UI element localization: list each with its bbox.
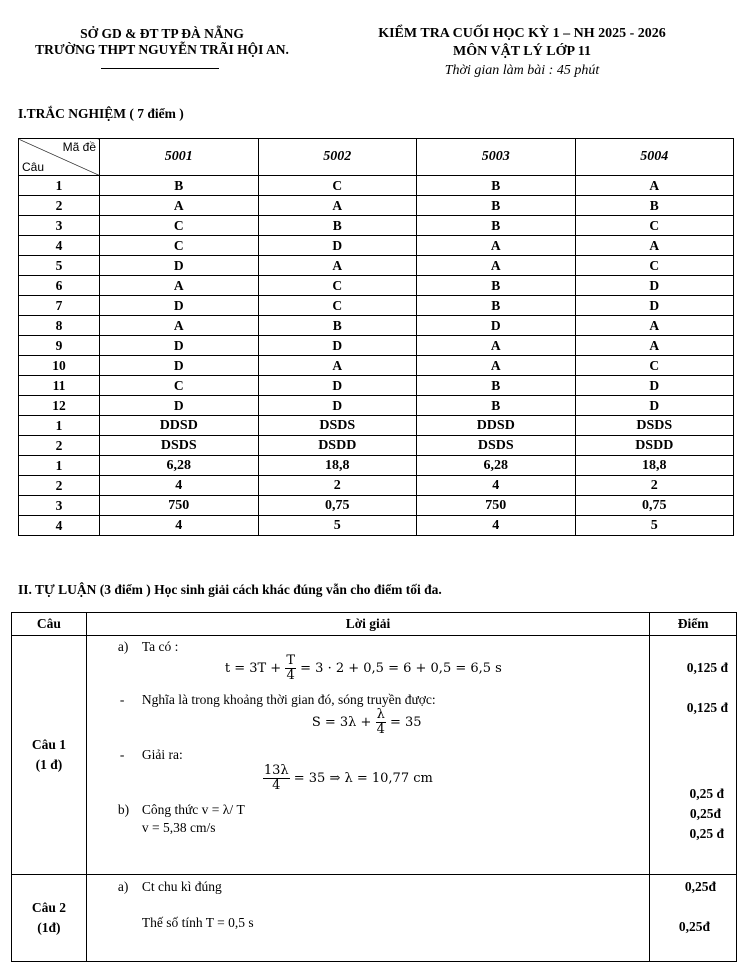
question1-solution-cell	[86, 636, 649, 875]
question-number-cell: 1	[19, 176, 100, 196]
question-number-cell: 6	[19, 276, 100, 296]
eq3-right: = 35 ⇒ λ = 10,77 cm	[293, 771, 433, 786]
answer-cell: D	[575, 376, 734, 396]
question-number-cell: 8	[19, 316, 100, 336]
answer-cell: 4	[417, 476, 576, 496]
answer-row	[19, 276, 734, 296]
answer-cell: D	[258, 396, 417, 416]
answer-row	[19, 516, 734, 536]
q1-line-2: Nghĩa là trong khoảng thời gian đó, sóng truyền được:	[141, 692, 436, 707]
question2-points: (1đ)	[37, 920, 61, 935]
eq1-left: t = 3T +	[224, 661, 282, 676]
question-number-cell: 3	[19, 496, 100, 516]
question2-solution-cell	[86, 875, 649, 962]
answer-key-header-row	[19, 139, 734, 176]
answer-cell: A	[100, 276, 259, 296]
col-question-header: Câu	[12, 613, 87, 636]
q1-equation-2	[312, 708, 422, 737]
eq3-numerator: 13λ	[263, 763, 289, 778]
code-5004-header: 5004	[575, 139, 734, 176]
answer-row	[19, 176, 734, 196]
answer-cell: B	[417, 296, 576, 316]
question1-points: (1 đ)	[35, 757, 63, 772]
question1-label-cell	[12, 636, 87, 875]
answer-cell: DSDS	[575, 416, 734, 436]
answer-cell: A	[417, 236, 576, 256]
answer-cell: D	[575, 276, 734, 296]
answer-cell: D	[258, 236, 417, 256]
question1-label: Câu 1	[31, 737, 66, 752]
answer-row	[19, 456, 734, 476]
question1-score-cell	[650, 636, 737, 875]
q1-score-4: 0,25đ	[689, 806, 721, 821]
answer-cell: B	[575, 196, 734, 216]
col-score-header: Điểm	[650, 613, 737, 636]
answer-cell: 2	[575, 476, 734, 496]
answer-row	[19, 336, 734, 356]
question-number-cell: 12	[19, 396, 100, 416]
question-number-cell: 2	[19, 436, 100, 456]
eq1-right: = 3 · 2 + 0,5 = 6 + 0,5 = 6,5 s	[300, 661, 502, 676]
eq3-fraction	[263, 764, 290, 793]
answer-row	[19, 216, 734, 236]
answer-row	[19, 356, 734, 376]
eq1-numerator: T	[286, 653, 296, 668]
q2-score-2: 0,25đ	[678, 919, 710, 934]
q2-part-a-text: Ct chu kì đúng	[141, 879, 222, 894]
answer-cell: C	[258, 296, 417, 316]
answer-cell: B	[258, 316, 417, 336]
section1-title: I.TRẮC NGHIỆM ( 7 điểm )	[18, 106, 184, 121]
answer-cell: D	[258, 336, 417, 356]
answer-row	[19, 376, 734, 396]
answer-cell: C	[575, 256, 734, 276]
q1-dash-2: -	[119, 747, 125, 762]
question-number-cell: 10	[19, 356, 100, 376]
answer-cell: DSDS	[100, 436, 259, 456]
eq2-fraction	[376, 708, 386, 737]
school-name: TRƯỜNG THPT NGUYỄN TRÃI HỘI AN.	[35, 42, 289, 57]
school-department: SỞ GD & ĐT TP ĐÀ NẴNG	[80, 26, 244, 41]
code-5002-header: 5002	[258, 139, 417, 176]
question-number-cell: 3	[19, 216, 100, 236]
answer-cell: A	[575, 316, 734, 336]
q1-line-3: Giải ra:	[141, 747, 183, 762]
corner-question-label: Câu	[22, 160, 45, 174]
q1-score-5: 0,25 đ	[689, 826, 724, 841]
answer-cell: 5	[575, 516, 734, 536]
q2-part-a-label: a)	[117, 879, 129, 894]
answer-cell: C	[258, 276, 417, 296]
question-number-cell: 2	[19, 196, 100, 216]
answer-cell: A	[417, 356, 576, 376]
essay-table	[11, 612, 737, 962]
answer-cell: D	[417, 316, 576, 336]
answer-cell: 5	[258, 516, 417, 536]
question2-label-cell	[12, 875, 87, 962]
answer-cell: 2	[258, 476, 417, 496]
eq1-denominator: 4	[286, 668, 295, 683]
answer-cell: D	[575, 396, 734, 416]
question-number-cell: 7	[19, 296, 100, 316]
answer-cell: A	[258, 356, 417, 376]
answer-cell: 750	[417, 496, 576, 516]
essay-header-row	[12, 613, 737, 636]
answer-row	[19, 476, 734, 496]
q1-equation-1	[225, 654, 502, 683]
question-number-cell: 11	[19, 376, 100, 396]
q2-line-2: Thế số tính T = 0,5 s	[141, 915, 254, 930]
question2-row	[12, 875, 737, 962]
exam-duration: Thời gian làm bài : 45 phút	[444, 63, 600, 78]
code-5001-header: 5001	[100, 139, 259, 176]
code-5003-header: 5003	[417, 139, 576, 176]
answer-cell: DDSD	[417, 416, 576, 436]
answer-cell: D	[100, 296, 259, 316]
answer-row	[19, 196, 734, 216]
answer-cell: D	[258, 376, 417, 396]
question-number-cell: 1	[19, 456, 100, 476]
answer-cell: B	[417, 176, 576, 196]
answer-cell: DSDD	[575, 436, 734, 456]
answer-row	[19, 436, 734, 456]
header-divider	[101, 68, 219, 69]
q1-score-1: 0,125 đ	[686, 660, 728, 675]
answer-row	[19, 396, 734, 416]
answer-cell: 6,28	[100, 456, 259, 476]
q1-part-b-text: Công thức v = λ/ T	[141, 802, 245, 817]
answer-cell: 4	[417, 516, 576, 536]
answer-cell: A	[100, 316, 259, 336]
answer-cell: A	[575, 176, 734, 196]
q1-dash-1: -	[119, 692, 125, 707]
answer-cell: 0,75	[258, 496, 417, 516]
exam-title: KIỂM TRA CUỐI HỌC KỲ 1 – NH 2025 - 2026	[378, 26, 666, 41]
answer-cell: D	[100, 256, 259, 276]
answer-cell: C	[575, 356, 734, 376]
q2-score-1: 0,25đ	[684, 879, 716, 894]
answer-row	[19, 316, 734, 336]
answer-cell: A	[100, 196, 259, 216]
question-number-cell: 2	[19, 476, 100, 496]
answer-cell: B	[417, 196, 576, 216]
corner-header	[19, 139, 100, 176]
q1-score-3: 0,25 đ	[689, 786, 724, 801]
answer-cell: B	[258, 216, 417, 236]
answer-cell: A	[575, 336, 734, 356]
eq2-right: = 35	[389, 715, 422, 730]
answer-cell: DSDD	[258, 436, 417, 456]
answer-cell: B	[417, 376, 576, 396]
q1-part-a-text: Ta có :	[141, 639, 179, 654]
question-number-cell: 1	[19, 416, 100, 436]
q1-score-2: 0,125 đ	[686, 700, 728, 715]
answer-cell: B	[417, 216, 576, 236]
q1-part-b-label: b)	[117, 802, 130, 817]
eq1-fraction	[285, 654, 296, 683]
question-number-cell: 9	[19, 336, 100, 356]
eq2-numerator: λ	[376, 707, 385, 722]
q1-part-b-result: v = 5,38 cm/s	[141, 820, 216, 835]
answer-cell: A	[417, 256, 576, 276]
answer-key-table	[18, 138, 734, 536]
answer-row	[19, 236, 734, 256]
answer-row	[19, 296, 734, 316]
answer-cell: DSDS	[258, 416, 417, 436]
answer-cell: B	[417, 396, 576, 416]
answer-cell: C	[100, 216, 259, 236]
answer-cell: D	[575, 296, 734, 316]
answer-cell: C	[258, 176, 417, 196]
question-number-cell: 4	[19, 236, 100, 256]
answer-cell: C	[100, 236, 259, 256]
answer-cell: D	[100, 396, 259, 416]
answer-cell: A	[258, 196, 417, 216]
answer-cell: C	[575, 216, 734, 236]
answer-cell: D	[100, 356, 259, 376]
answer-cell: 4	[100, 476, 259, 496]
answer-cell: D	[100, 336, 259, 356]
section2-title: II. TỰ LUẬN (3 điểm ) Học sinh giải cách khác đúng vẫn cho điểm tối đa.	[18, 582, 442, 597]
question2-label: Câu 2	[31, 900, 66, 915]
answer-cell: A	[575, 236, 734, 256]
question1-row	[12, 636, 737, 875]
answer-cell: DSDS	[417, 436, 576, 456]
corner-code-label: Mã đề	[62, 140, 96, 154]
answer-cell: 18,8	[258, 456, 417, 476]
col-solution-header: Lời giải	[86, 613, 649, 636]
question-number-cell: 5	[19, 256, 100, 276]
answer-row	[19, 256, 734, 276]
eq2-denominator: 4	[376, 722, 385, 737]
eq2-left: S = 3λ +	[311, 715, 372, 730]
answer-row	[19, 416, 734, 436]
question2-score-cell	[650, 875, 737, 962]
q1-equation-3	[263, 764, 433, 793]
answer-cell: 4	[100, 516, 259, 536]
question-number-cell: 4	[19, 516, 100, 536]
subject-title: MÔN VẬT LÝ LỚP 11	[453, 44, 591, 59]
answer-cell: DDSD	[100, 416, 259, 436]
answer-cell: 0,75	[575, 496, 734, 516]
answer-cell: A	[258, 256, 417, 276]
answer-cell: B	[100, 176, 259, 196]
answer-cell: C	[100, 376, 259, 396]
eq3-denominator: 4	[272, 778, 281, 793]
answer-cell: A	[417, 336, 576, 356]
answer-cell: 750	[100, 496, 259, 516]
answer-row	[19, 496, 734, 516]
answer-cell: B	[417, 276, 576, 296]
answer-cell: 18,8	[575, 456, 734, 476]
answer-cell: 6,28	[417, 456, 576, 476]
q1-part-a-label: a)	[117, 639, 129, 654]
